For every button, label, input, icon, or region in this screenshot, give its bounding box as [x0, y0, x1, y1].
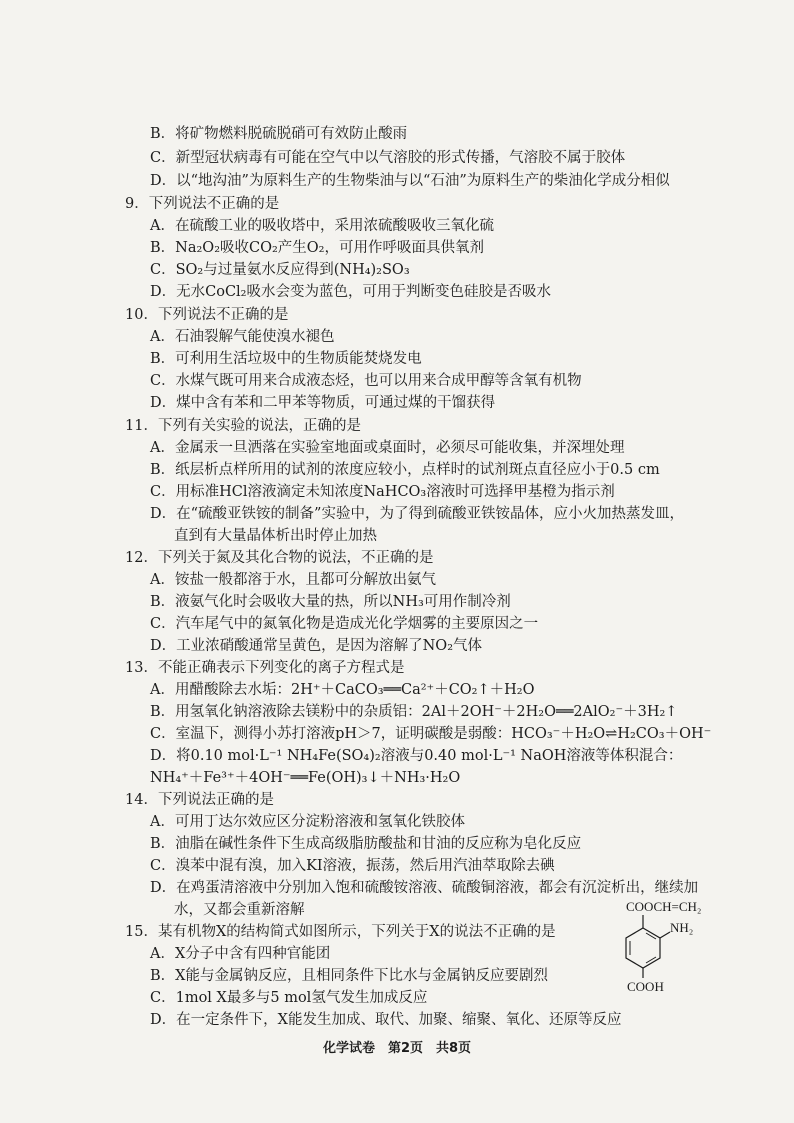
- question-option: B．将矿物燃料脱硫脱硝可有效防止酸雨: [150, 126, 408, 142]
- question-option: C．新型冠状病毒有可能在空气中以气溶胶的形式传播，气溶胶不属于胶体: [150, 150, 626, 166]
- question-option: A．铵盐一般都溶于水，且都可分解放出氨气: [150, 572, 436, 588]
- question-option: C．水煤气既可用来合成液态烃，也可以用来合成甲醇等含氧有机物: [150, 373, 582, 389]
- question-option: C．汽车尾气中的氮氧化物是造成光化学烟雾的主要原因之一: [150, 616, 539, 632]
- question-option: C．用标准HCl溶液滴定未知浓度NaHCO₃溶液时可选择甲基橙为指示剂: [150, 484, 615, 500]
- question-option: B．可利用生活垃圾中的生物质能焚烧发电: [150, 351, 422, 367]
- question-option: D．在一定条件下，X能发生加成、取代、加聚、缩聚、氧化、还原等反应: [150, 1012, 622, 1028]
- question-stem: 9．下列说法不正确的是: [125, 196, 280, 212]
- question-option: D．将0.10 mol·L⁻¹ NH₄Fe(SO₄)₂溶液与0.40 mol·L⁻¹ NaOH溶液等体积混合：: [150, 748, 683, 764]
- question-option: D．工业浓硝酸通常呈黄色，是因为溶解了NO₂气体: [150, 638, 483, 654]
- question-stem: 15．某有机物X的结构简式如图所示，下列关于X的说法不正确的是: [125, 924, 556, 940]
- question-stem: 11．下列有关实验的说法，正确的是: [125, 418, 361, 434]
- question-option: A．石油裂解气能使溴水褪色: [150, 329, 335, 345]
- question-stem: 13．不能正确表示下列变化的离子方程式是: [125, 660, 405, 676]
- question-option: C．室温下，测得小苏打溶液pH＞7，证明碳酸是弱酸：HCO₃⁻＋H₂O⇌H₂CO₃＋OH⁻: [150, 726, 712, 742]
- question-option: B．液氨气化时会吸收大量的热，所以NH₃可用作制冷剂: [150, 594, 511, 610]
- question-option: D．煤中含有苯和二甲苯等物质，可通过煤的干馏获得: [150, 395, 496, 411]
- question-option: 直到有大量晶体析出时停止加热: [174, 528, 377, 544]
- question-stem: 14．下列说法正确的是: [125, 792, 274, 808]
- question-option: B．纸层析点样所用的试剂的浓度应较小，点样时的试剂斑点直径应小于0.5 cm: [150, 462, 660, 478]
- question-option: B．用氢氧化钠溶液除去镁粉中的杂质铝：2Al＋2OH⁻＋2H₂O══2AlO₂⁻＋3H₂↑: [150, 704, 678, 720]
- structure-top-group: COOCH=CH₂: [626, 899, 702, 914]
- question-option: D．在“硫酸亚铁铵的制备”实验中，为了得到硫酸亚铁铵晶体，应小火加热蒸发皿，: [150, 506, 684, 522]
- question-option: 水，又都会重新溶解: [174, 902, 305, 918]
- structure-bottom-group: COOH: [627, 979, 664, 994]
- question-option: NH₄⁺＋Fe³⁺＋4OH⁻══Fe(OH)₃↓＋NH₃·H₂O: [150, 770, 461, 786]
- page-footer: 化学试卷 第2页 共8页: [322, 1041, 472, 1056]
- question-option: B．Na₂O₂吸收CO₂产生O₂，可用作呼吸面具供氧剂: [150, 240, 484, 256]
- benzene-ring: [626, 928, 660, 968]
- question-option: C．SO₂与过量氨水反应得到(NH₄)₂SO₃: [150, 262, 410, 278]
- question-option: A．用醋酸除去水垢：2H⁺＋CaCO₃══Ca²⁺＋CO₂↑＋H₂O: [150, 682, 535, 698]
- question-option: D．无水CoCl₂吸水会变为蓝色，可用于判断变色硅胶是否吸水: [150, 284, 551, 300]
- chemical-structure-diagram: [600, 898, 720, 998]
- structure-side-group: NH₂: [670, 920, 694, 935]
- question-option: B．X能与金属钠反应，且相同条件下比水与金属钠反应要剧烈: [150, 968, 548, 984]
- question-option: D．以“地沟油”为原料生产的生物柴油与以“石油”为原料生产的柴油化学成分相似: [150, 173, 670, 189]
- question-option: C．溴苯中混有溴，加入KI溶液，振荡，然后用汽油萃取除去碘: [150, 858, 555, 874]
- question-option: A．在硫酸工业的吸收塔中，采用浓硫酸吸收三氧化硫: [150, 218, 494, 234]
- question-option: A．X分子中含有四种官能团: [150, 946, 331, 962]
- question-option: A．金属汞一旦洒落在实验室地面或桌面时，必须尽可能收集，并深埋处理: [150, 440, 625, 456]
- question-stem: 12．下列关于氮及其化合物的说法，不正确的是: [125, 550, 434, 566]
- question-option: D．在鸡蛋清溶液中分别加入饱和硫酸铵溶液、硫酸铜溶液，都会有沉淀析出，继续加: [150, 880, 699, 896]
- question-option: B．油脂在碱性条件下生成高级脂肪酸盐和甘油的反应称为皂化反应: [150, 836, 582, 852]
- question-option: A．可用丁达尔效应区分淀粉溶液和氢氧化铁胶体: [150, 814, 465, 830]
- question-option: C．1mol X最多与5 mol氢气发生加成反应: [150, 990, 428, 1006]
- question-stem: 10．下列说法不正确的是: [125, 307, 289, 323]
